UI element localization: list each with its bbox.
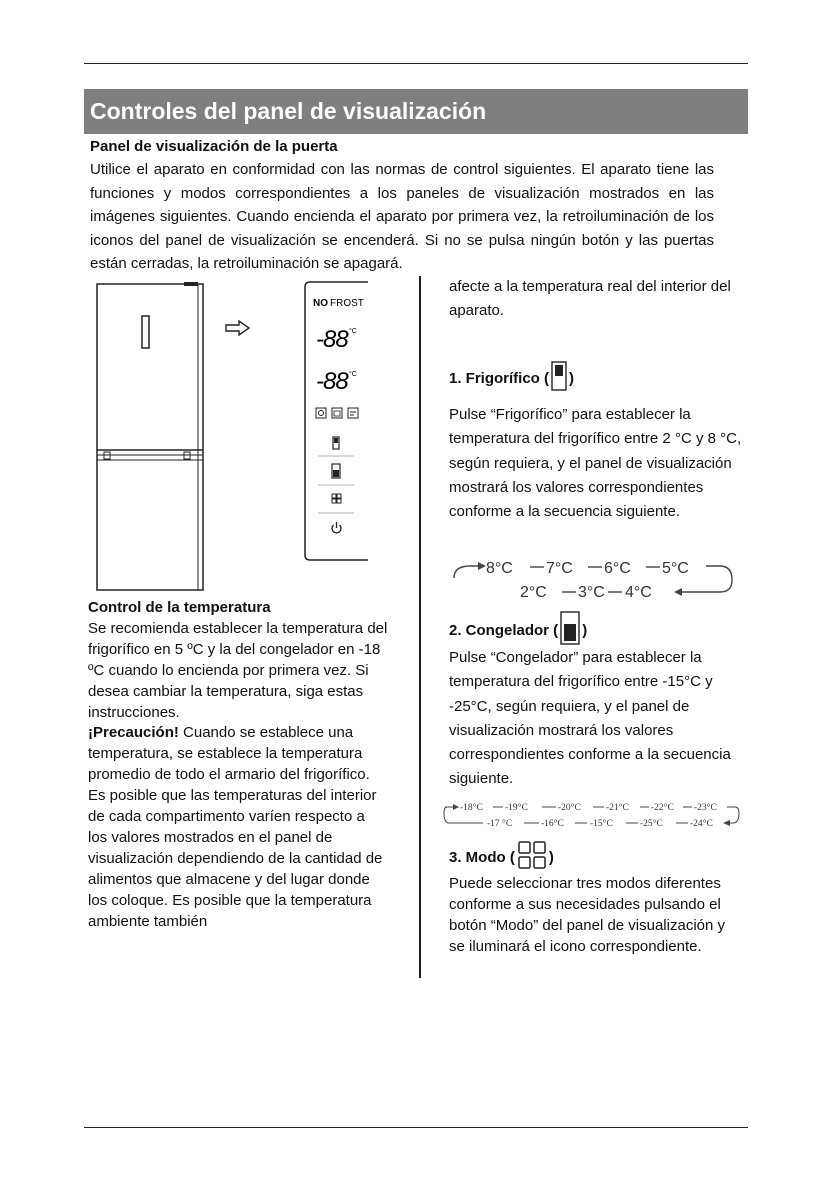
- freezer-heading-start: 2. Congelador (: [449, 621, 559, 639]
- arrow-right-icon: [225, 320, 251, 341]
- freezer-sequence: [443, 797, 743, 836]
- section-title: Controles del panel de visualización: [90, 98, 487, 124]
- fridge-seq-5: 2°C: [520, 584, 547, 601]
- freezer-seq-6: -23°C: [694, 803, 717, 813]
- temperature-control-heading: Control de la temperatura: [88, 599, 271, 616]
- intro-paragraph: Utilice el aparato en conformidad con las normas de control siguientes. El aparato tiene las funciones y modos correspondientes a los paneles de visualización mostrados en las imágenes siguientes. Cuando encienda el aparato por primera vez, la retroiluminación de los iconos del panel de visualización se encenderá. Si no se pulsa ningún botón y las puertas están cerradas, la retroiluminación se apagará.: [90, 161, 714, 272]
- continuation-text: afecte a la temperatura real del interior del aparato.: [449, 278, 731, 320]
- freezer-seq-1: -18°C: [460, 803, 483, 813]
- freezer-text: Pulse “Congelador” para establecer la temperatura del frigorífico entre -15°C y -25°C, según requiera, y el panel de visualización mostrará los valores correspondientes conforme a la secuencia siguiente.: [449, 649, 731, 788]
- freezer-seq-9: -15°C: [590, 819, 613, 829]
- mode-heading-start: 3. Modo (: [449, 848, 515, 866]
- caution-paragraph: [88, 723, 388, 932]
- freezer-seq-2: -19°C: [505, 803, 528, 813]
- freezer-seq-8: -16°C: [541, 819, 564, 829]
- fridge-seq-3: 6°C: [604, 560, 631, 577]
- caution-label: ¡Precaución!: [88, 724, 179, 742]
- fridge-illustration: [96, 282, 204, 592]
- temperature-control-section: [88, 598, 388, 933]
- freezer-seq-7: -17 °C: [487, 819, 513, 829]
- top-display: -88: [316, 326, 348, 353]
- freezer-seq-5: -22°C: [651, 803, 674, 813]
- fridge-seq-6: 3°C: [578, 584, 605, 601]
- column-divider: [419, 276, 421, 978]
- mode-icon: [517, 840, 547, 874]
- fridge-icon: [551, 361, 567, 395]
- bottom-unit: °C: [349, 371, 357, 378]
- mode-heading: [449, 840, 554, 874]
- section-banner: [84, 89, 748, 134]
- freezer-heading-end: ): [582, 621, 588, 639]
- caution-text: Cuando se establece una temperatura, se establece la temperatura promedio de todo el armario del frigorífico. Es posible que las temperaturas del interior de cada compartimento varíen respecto a los valores mostrados en el panel de visualización dependiendo de la cantidad de alimentos que almacene y del lugar donde los coloque. Es posible que la temperatura ambiente también: [88, 724, 383, 930]
- top-rule: [84, 63, 748, 64]
- subheading: Panel de visualización de la puerta: [90, 138, 338, 155]
- fridge-seq-4: 5°C: [662, 560, 689, 577]
- freezer-seq-10: -25°C: [640, 819, 663, 829]
- mode-text: Puede seleccionar tres modos diferentes conforme a sus necesidades pulsando el botón “Modo” del panel de visualización y se iluminará el icono correspondiente.: [449, 875, 725, 955]
- fridge-heading-end: ): [569, 369, 575, 387]
- top-unit: °C: [349, 328, 357, 335]
- display-panel: [304, 281, 370, 561]
- freezer-seq-3: -20°C: [558, 803, 581, 813]
- fridge-sequence: [448, 556, 738, 609]
- freezer-heading: [449, 611, 587, 649]
- bottom-rule: [84, 1127, 748, 1128]
- brand-no: NO: [313, 298, 328, 309]
- fridge-seq-1: 8°C: [486, 560, 513, 577]
- fridge-heading-start: 1. Frigorífico (: [449, 369, 550, 387]
- freezer-seq-4: -21°C: [606, 803, 629, 813]
- bottom-display: -88: [316, 368, 348, 395]
- fridge-heading: [449, 361, 574, 395]
- brand-frost: FROST: [330, 298, 364, 309]
- mode-heading-end: ): [548, 848, 554, 866]
- fridge-seq-2: 7°C: [546, 560, 573, 577]
- freezer-icon: [560, 611, 580, 649]
- temperature-control-text: Se recomienda establecer la temperatura del frigorífico en 5 ºC y la del congelador en -18 ºC cuando lo encienda por primera vez. Si desea cambiar la temperatura, siga estas instrucciones.: [88, 619, 388, 721]
- freezer-seq-11: -24°C: [690, 819, 713, 829]
- fridge-text: Pulse “Frigorífico” para establecer la temperatura del frigorífico entre 2 °C y 8 °C, según requiera, y el panel de visualización mostrará los valores correspondientes conforme a la secuencia siguiente.: [449, 406, 742, 521]
- fridge-seq-7: 4°C: [625, 584, 652, 601]
